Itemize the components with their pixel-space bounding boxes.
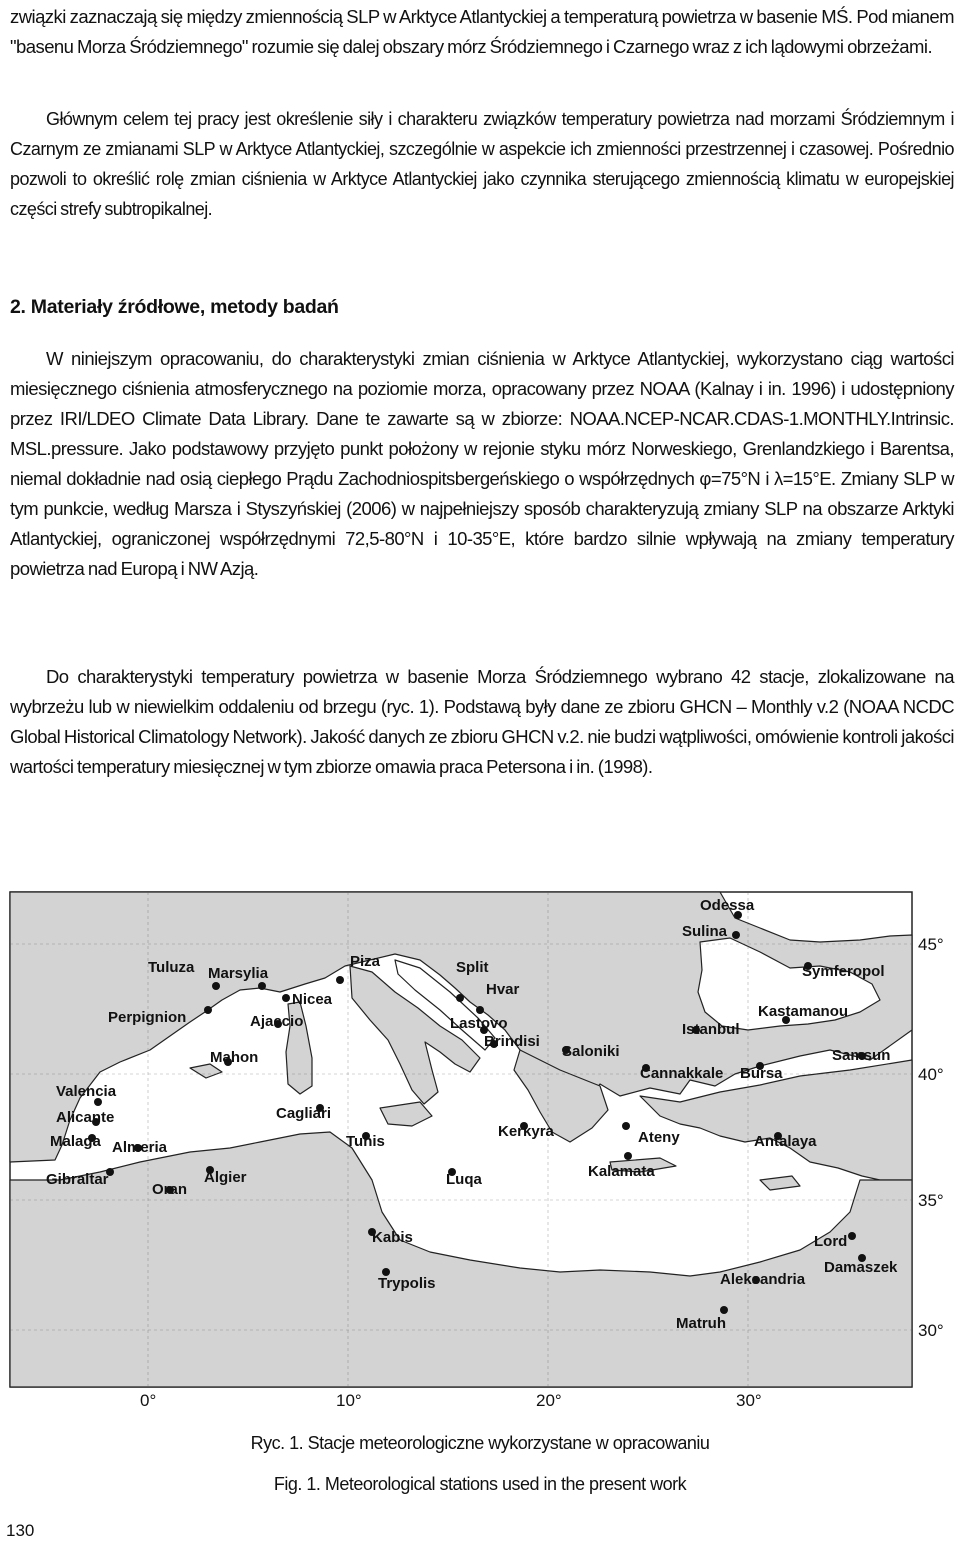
lon-label-20: 20° [536, 1391, 562, 1410]
station-label-saloniki: Saloniki [562, 1043, 620, 1060]
station-marker-ateny [622, 1122, 630, 1130]
station-marker-matruh [720, 1306, 728, 1314]
station-marker-sulina [732, 931, 740, 939]
station-label-nicea: Nicea [292, 991, 333, 1008]
station-label-luqa: Luqa [446, 1171, 482, 1188]
station-label-antalaya: Antalaya [754, 1133, 817, 1150]
station-label-trypolis: Trypolis [378, 1275, 436, 1292]
lat-label-35: 35° [918, 1191, 944, 1210]
map-lon-labels [140, 1391, 762, 1410]
station-marker-kalamata [624, 1152, 632, 1160]
station-marker-marsylia [258, 982, 266, 990]
station-label-kerkyra: Kerkyra [498, 1123, 554, 1140]
station-label-piza: Piza [350, 953, 381, 970]
station-label-symferopol: Symferopol [802, 963, 885, 980]
station-label-damaszek: Damaszek [824, 1259, 898, 1276]
station-marker-piza [336, 976, 344, 984]
station-label-malaga: Malaga [50, 1133, 101, 1150]
station-label-ajaccio: Ajaccio [250, 1013, 304, 1030]
station-label-mahon: Mahon [210, 1049, 259, 1066]
lat-label-30: 30° [918, 1321, 944, 1340]
station-label-sulina: Sulina [682, 923, 728, 940]
station-label-perpignion: Perpignion [108, 1009, 187, 1026]
station-marker-split [456, 994, 464, 1002]
lat-label-40: 40° [918, 1065, 944, 1084]
station-label-brindisi: Brindisi [484, 1033, 540, 1050]
station-marker-hvar [476, 1006, 484, 1014]
station-label-kastamanou: Kastamanou [758, 1003, 849, 1020]
section-heading: 2. Materiały źródłowe, metody badań [10, 296, 339, 318]
station-label-almeria: Almeria [112, 1139, 168, 1156]
station-label-tunis: Tunis [346, 1133, 385, 1150]
paragraph-intro-end: związki zaznaczają się między zmiennością SLP w Arktyce Atlantyckiej a temperaturą powietrza w basenie MŚ. Pod mianem "basenu Morza Śródziemnego" rozumie się dalej obszary mórz Śródziemnego i Czarnego wraz z ich lądowymi obrzeżami. [10, 6, 954, 57]
station-label-hvar: Hvar [486, 981, 520, 998]
figure-caption-pl: Ryc. 1. Stacje meteorologiczne wykorzystane w opracowaniu [250, 1433, 710, 1453]
station-marker-lord [848, 1232, 856, 1240]
lon-label-10: 10° [336, 1391, 362, 1410]
lat-label-45: 45° [918, 935, 944, 954]
station-label-ateny: Ateny [638, 1129, 680, 1146]
station-label-odessa: Odessa [700, 897, 755, 914]
station-marker-tuluza [212, 982, 220, 990]
station-label-marsylia: Marsylia [208, 965, 269, 982]
station-label-cannakkale: Cannakkale [640, 1065, 724, 1082]
station-label-lord: Lord [814, 1233, 848, 1250]
station-map-figure [0, 880, 960, 1410]
station-marker-perpignion [204, 1006, 212, 1014]
station-label-tuluza: Tuluza [148, 959, 195, 976]
station-label-alicante: Alicante [56, 1109, 115, 1126]
lon-label-0: 0° [140, 1391, 157, 1410]
paragraph-sources-temperature: Do charakterystyki temperatury powietrza w basenie Morza Śródziemnego wybrano 42 stacje, zlokalizowane na wybrzeżu lub w niewielkim oddaleniu od brzegu (ryc. 1). Podstawą były dane ze zbioru GHCN – Monthly v.2 (NOAA NCDC Global Historical Climatology Network). Jakość danych ze zbioru GHCN v.2. nie budzi wątpliwości, omówienie kontroli jakości wartości temperatury miesięcznej w tym zbiorze omawia praca Petersona i in. (1998). [10, 666, 954, 777]
station-label-gibraltar: Gibraltar [46, 1171, 109, 1188]
station-label-kalamata: Kalamata [588, 1163, 655, 1180]
lon-label-30: 30° [736, 1391, 762, 1410]
page-number: 130 [6, 1521, 35, 1540]
paragraph-aim: Głównym celem tej pracy jest określenie siły i charakteru związków temperatury powietrza nad morzami Śródziemnym i Czarnym ze zmianami SLP w Arktyce Atlantyckiej, szczególnie w aspekcie ich zmienności przestrzennej i czasowej. Pośrednio pozwoli to określić rolę zmian ciśnienia w Arktyce Atlantyckiej jako czynnika sterującego zmiennością klimatu w europejskiej części strefy subtropikalnej. [10, 109, 954, 219]
figure-caption-en: Fig. 1. Meteorological stations used in the present work [273, 1474, 687, 1494]
station-label-valencia: Valencia [56, 1083, 117, 1100]
station-label-samsun: Samsun [832, 1047, 891, 1064]
station-label-kabis: Kabis [372, 1229, 413, 1246]
station-label-algier: Algier [204, 1169, 247, 1186]
station-label-matruh: Matruh [676, 1315, 726, 1332]
station-label-bursa: Bursa [740, 1065, 783, 1082]
station-label-istanbul: Istanbul [682, 1021, 740, 1038]
station-label-lastovo: Lastovo [450, 1015, 508, 1032]
station-label-cagliari: Cagliari [276, 1105, 332, 1122]
map-lat-labels [918, 935, 944, 1340]
station-label-split: Split [456, 959, 489, 976]
paragraph-sources-slp: W niniejszym opracowaniu, do charakterystyki zmian ciśnienia w Arktyce Atlantyckiej, wykorzystano ciąg wartości miesięcznego ciśnienia atmosferycznego na poziomie morza, opracowany przez NOAA (Kalnay i in. 1996) i udostępniony przez IRI/LDEO Climate Data Library. Dane te zawarte są w zbiorze: NOAA.NCEP-NCAR.CDAS-1.MONTHLY.Intrinsic. MSL.pressure. Jako podstawowy przyjęto punkt położony w rejonie styku mórz Norweskiego, Grenlandzkiego i Barentsa, niemal dokładnie nad osią ciepłego Prądu Zachodniospitsbergeńskiego o współrzędnych φ=75°N i λ=15°E. Zmiany SLP w tym punkcie, według Marsza i Styszyńskiej (2006) w najpełniejszy sposób charakteryzują zmiany SLP na obszarze Arktyki Atlantyckiej, ograniczonej współrzędnymi 72,5-80°N i 10-35°E, które bardzo silnie wpływają na zmiany temperatury powietrza nad Europą i NW Azją. [10, 348, 954, 579]
station-label-oran: Oran [152, 1181, 188, 1198]
station-label-aleksandria: Aleksandria [720, 1271, 806, 1288]
station-marker-nicea [282, 994, 290, 1002]
